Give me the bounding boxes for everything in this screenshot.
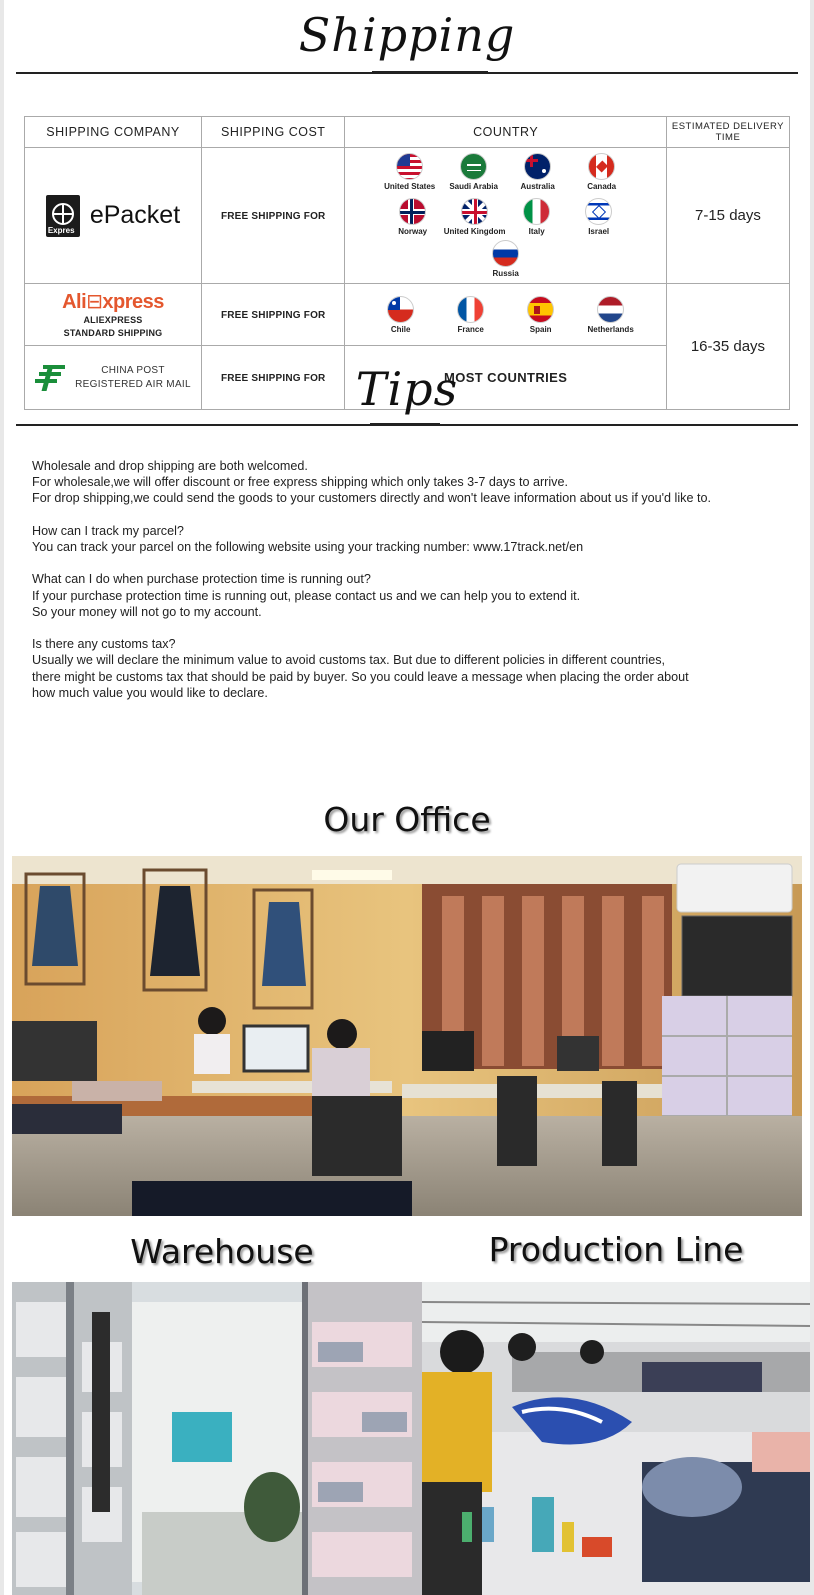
canada-flag-icon: [588, 153, 615, 180]
shipping-cost-text: FREE SHIPPING FOR: [220, 309, 326, 321]
aliexpress-logo: Ali⊟xpress: [62, 291, 164, 313]
shipping-title-accent: [372, 71, 488, 74]
most-countries-text: MOST COUNTRIES: [444, 370, 568, 385]
country-label: Russia: [492, 269, 519, 278]
shipping-cost-text: FREE SHIPPING FOR: [220, 210, 326, 222]
epacket-company-cell: [25, 148, 202, 284]
israel-flag-icon: [585, 198, 612, 225]
table-row: [25, 148, 790, 284]
warehouse-title: Warehouse: [130, 1232, 314, 1271]
france-flag-icon: [457, 296, 484, 323]
office-title: Our Office: [323, 800, 491, 839]
chile-flag-icon: [387, 296, 414, 323]
netherlands-flag-icon: [597, 296, 624, 323]
epacket-globe-icon: Expres: [46, 195, 80, 237]
aliexpress-company-cell: Ali⊟xpress ALIEXPRESS STANDARD SHIPPING: [25, 284, 202, 346]
country-label: Netherlands: [587, 324, 634, 334]
production-line-photo: [422, 1282, 810, 1595]
header-country: COUNTRY: [345, 117, 666, 148]
country-label: Israel: [588, 227, 610, 236]
warehouse-photo: [12, 1282, 422, 1595]
header-estimated-delivery: ESTIMATED DELIVERY TIME: [666, 117, 789, 148]
tips-title: Tips: [355, 362, 459, 416]
italy-flag-icon: [523, 198, 550, 225]
shipping-title: Shipping: [298, 8, 516, 62]
production-title: Production Line: [488, 1230, 744, 1269]
country-label: France: [457, 324, 484, 334]
table-header-row: [25, 117, 790, 148]
shipping-cost-text: FREE SHIPPING FOR: [220, 372, 326, 384]
usa-flag-icon: [396, 153, 423, 180]
delivery-time-epacket: 7-15 days: [695, 207, 761, 224]
tips-text: Wholesale and drop shipping are both welcomed. For wholesale,we will offer discount or free express shipping which only takes 3-7 days to arrive. For drop shipping,we could send the goods to your customers directly and won't leave information about us if you'd like to. How can I track my parcel? You can track your parcel on the following website using your tracking number: www.17track.net/en What can I do when purchase protection time is running out? If your purchase protection time is running out, please contact us and we can help you to extend it. So your money will not go to my account. Is there any customs tax? Usually we will declare the minimum value to avoid customs tax. But due to different policies in different countries, there might be customs tax that should be paid by buyer. So you could leave a message when placing the order about how much value you would like to declare.: [32, 459, 711, 700]
country-label: Canada: [587, 182, 617, 191]
country-cell: [345, 148, 666, 284]
uk-flag-icon: [461, 198, 488, 225]
header-shipping-cost: SHIPPING COST: [202, 117, 345, 148]
country-label: Chile: [390, 324, 411, 334]
russia-flag-icon: [492, 240, 519, 267]
delivery-time-standard: 16-35 days: [690, 338, 766, 355]
country-label: Australia: [520, 182, 555, 191]
china-post-company-cell: CHINA POST REGISTERED AIR MAIL: [25, 346, 202, 410]
australia-flag-icon: [524, 153, 551, 180]
country-cell: [345, 284, 666, 346]
country-label: Norway: [398, 227, 428, 236]
product-shipping-page: [4, 0, 810, 1595]
tips-title-accent: [370, 423, 440, 426]
spain-flag-icon: [527, 296, 554, 323]
country-label: United States: [384, 182, 436, 191]
country-label: Italy: [528, 227, 545, 236]
norway-flag-icon: [399, 198, 426, 225]
header-shipping-company: SHIPPING COMPANY: [25, 117, 202, 148]
office-photo: [12, 856, 802, 1216]
country-label: Spain: [529, 324, 552, 334]
country-label: Saudi Arabia: [449, 182, 498, 191]
saudi-arabia-flag-icon: [460, 153, 487, 180]
epacket-logo-text: ePacket: [89, 201, 181, 229]
table-row: [25, 284, 790, 346]
country-label: United Kingdom: [443, 227, 506, 236]
